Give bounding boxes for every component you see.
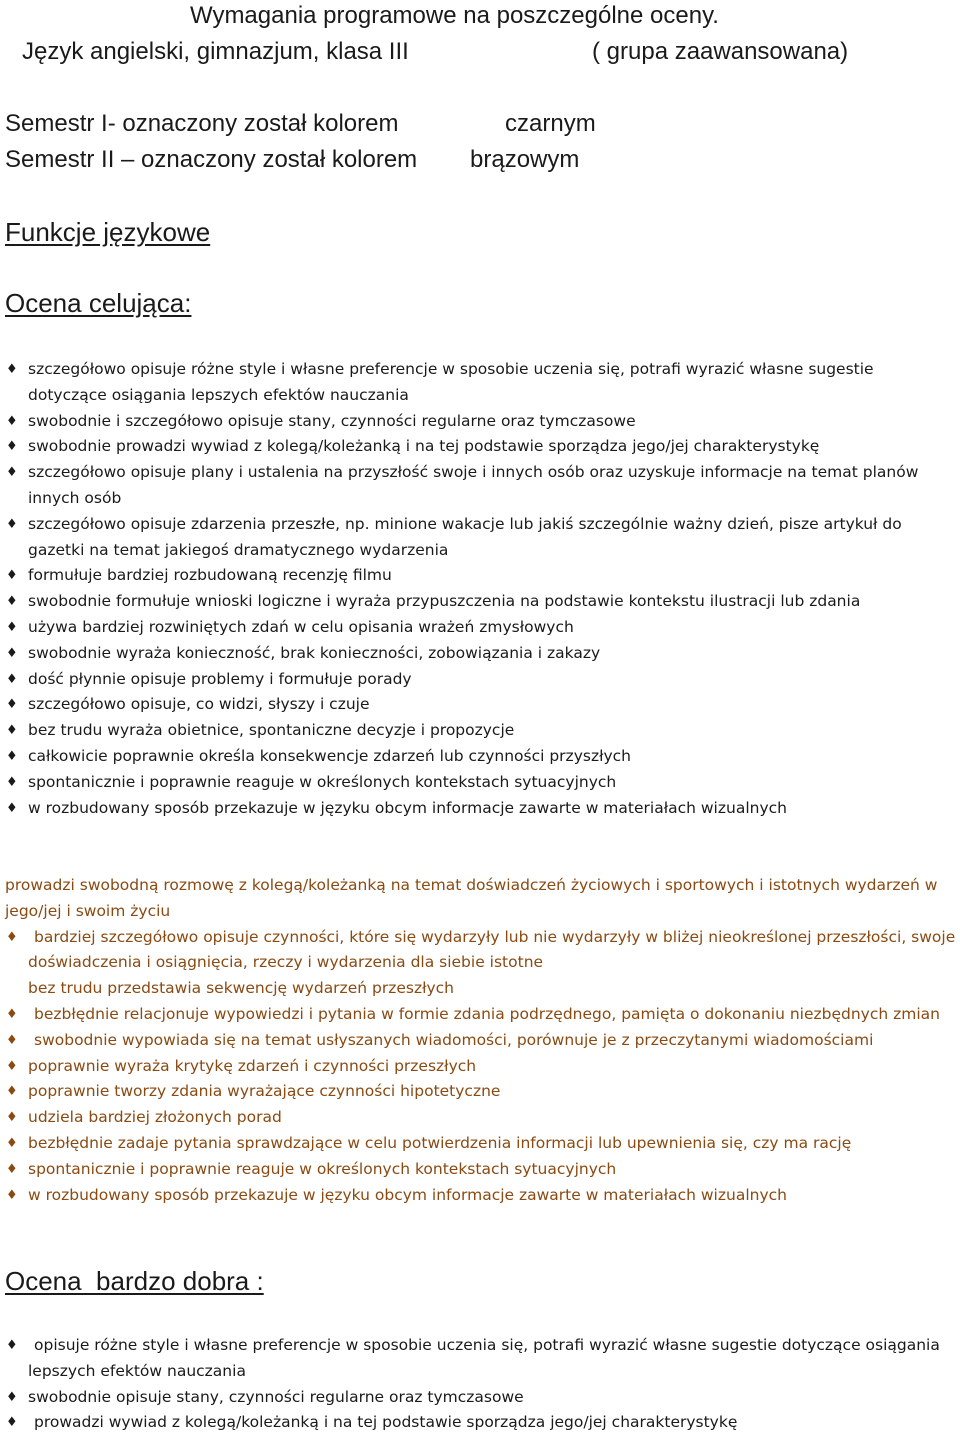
celujaca-sem2-list <box>0 873 960 1208</box>
semester1-legend: Semestr I- oznaczony został kolorem <box>5 110 399 137</box>
diamond-bullet-icon: ♦ <box>6 1161 18 1177</box>
list-item: ♦ opisuje różne style i własne preferencje w sposobie uczenia się, potrafi wyrazić własne sugestie dotyczące osiągania lepszych efektów nauczania <box>0 1333 960 1385</box>
list-item: ♦ dość płynnie opisuje problemy i formułuje porady <box>0 667 960 693</box>
group-label: ( grupa zaawansowana) <box>592 38 849 65</box>
list-item: ♦ bezbłędnie relacjonuje wypowiedzi i pytania w formie zdania podrzędnego, pamięta o dokonaniu niezbędnych zmian <box>0 1002 960 1028</box>
diamond-bullet-icon: ♦ <box>6 1389 18 1405</box>
diamond-bullet-icon: ♦ <box>6 362 18 377</box>
list-item: ♦ spontanicznie i poprawnie reaguje w określonych kontekstach sytuacyjnych <box>0 1157 960 1183</box>
section-heading-bardzo-dobra: Ocena bardzo dobra : <box>5 1266 264 1296</box>
list-item: ♦ spontanicznie i poprawnie reaguje w określonych kontekstach sytuacyjnych <box>0 770 960 796</box>
diamond-bullet-icon: ♦ <box>6 568 18 584</box>
list-item: ♦ formułuje bardziej rozbudowaną recenzję filmu <box>0 563 960 589</box>
diamond-bullet-icon: ♦ <box>6 1058 18 1074</box>
document-title: Wymagania programowe na poszczególne oceny. <box>190 2 719 29</box>
section-heading-celujaca: Ocena celująca: <box>5 288 192 318</box>
list-item: ♦ w rozbudowany sposób przekazuje w języku obcym informacje zawarte w materiałach wizualnych <box>0 796 960 822</box>
list-item: ♦ swobodnie wypowiada się na temat usłyszanych wiadomości, porównuje je z przeczytanymi wiadomościami <box>0 1028 960 1054</box>
list-item: ♦ prowadzi wywiad z kolegą/koleżanką i na tej podstawie sporządza jego/jej charakterystykę <box>0 1410 960 1436</box>
list-item: ♦ całkowicie poprawnie określa konsekwencje zdarzeń lub czynności przyszłych <box>0 744 960 770</box>
list-intro: prowadzi swobodną rozmowę z kolegą/koleżanką na temat doświadczeń życiowych i sportowych i istotnych wydarzeń w jego/jej i swoim życiu <box>5 876 938 920</box>
list-item: ♦ swobodnie opisuje stany, czynności regularne oraz tymczasowe <box>0 1385 960 1411</box>
diamond-bullet-icon: ♦ <box>6 1110 18 1126</box>
diamond-bullet-icon: ♦ <box>6 465 18 481</box>
list-item: ♦ swobodnie wyraża konieczność, brak konieczności, zobowiązania i zakazy <box>0 641 960 667</box>
list-item: ♦ używa bardziej rozwiniętych zdań w celu opisania wrażeń zmysłowych <box>0 615 960 641</box>
list-item: ♦ szczegółowo opisuje różne style i własne preferencje w sposobie uczenia się, potrafi wyrazić własne sugestie dotyczące osiągania lepszych efektów nauczania <box>0 357 960 409</box>
list-item: ♦ bezbłędnie zadaje pytania sprawdzające w celu potwierdzenia informacji lub upewnienia się, czy ma rację <box>0 1131 960 1157</box>
diamond-bullet-icon: ♦ <box>6 1187 18 1203</box>
list-item: ♦ swobodnie prowadzi wywiad z kolegą/koleżanką i na tej podstawie sporządza jego/jej charakterystykę <box>0 434 960 460</box>
diamond-bullet-icon: ♦ <box>6 439 18 455</box>
diamond-bullet-icon: ♦ <box>6 516 18 532</box>
list-item: ♦ poprawnie tworzy zdania wyrażające czynności hipotetyczne <box>0 1079 960 1105</box>
list-item: ♦ poprawnie wyraża krytykę zdarzeń i czynności przeszłych <box>0 1054 960 1080</box>
semester1-color-name: czarnym <box>505 110 596 137</box>
list-item: ♦ swobodnie formułuje wnioski logiczne i wyraża przypuszczenia na podstawie kontekstu ilustracji lub zdania <box>0 589 960 615</box>
list-item: ♦ swobodnie i szczegółowo opisuje stany, czynności regularne oraz tymczasowe <box>0 409 960 435</box>
list-item-continuation: bez trudu przedstawia sekwencję wydarzeń przeszłych <box>28 979 455 998</box>
diamond-bullet-icon: ♦ <box>6 697 18 713</box>
list-item: ♦ udziela bardziej złożonych porad <box>0 1105 960 1131</box>
diamond-bullet-icon: ♦ <box>6 619 18 635</box>
celujaca-sem1-list <box>0 357 960 821</box>
diamond-bullet-icon: ♦ <box>6 1084 18 1100</box>
diamond-bullet-icon: ♦ <box>6 1415 18 1431</box>
diamond-bullet-icon: ♦ <box>6 645 18 661</box>
list-item: ♦ bardziej szczegółowo opisuje czynności, które się wydarzyły lub nie wydarzyły w bliżej nieokreślonej przeszłości, swoje doświadczenia i osiągnięcia, rzeczy i wydarzenia dla siebie istotne <box>0 925 960 977</box>
semester2-legend: Semestr II – oznaczony został kolorem <box>5 146 418 173</box>
list-item: ♦ szczegółowo opisuje, co widzi, słyszy i czuje <box>0 692 960 718</box>
section-heading-funkcje: Funkcje językowe <box>5 217 211 247</box>
diamond-bullet-icon: ♦ <box>6 671 18 687</box>
list-item: ♦ bez trudu wyraża obietnice, spontaniczne decyzje i propozycje <box>0 718 960 744</box>
diamond-bullet-icon: ♦ <box>6 1135 18 1151</box>
diamond-bullet-icon: ♦ <box>6 800 18 816</box>
subject-line: Język angielski, gimnazjum, klasa III <box>22 38 409 65</box>
semester2-color-name: brązowym <box>470 146 580 173</box>
diamond-bullet-icon: ♦ <box>6 723 18 739</box>
diamond-bullet-icon: ♦ <box>6 1006 18 1022</box>
list-item: ♦ szczegółowo opisuje plany i ustalenia na przyszłość swoje i innych osób oraz uzyskuje informacje na temat planów innych osób <box>0 460 960 512</box>
diamond-bullet-icon: ♦ <box>6 413 18 429</box>
diamond-bullet-icon: ♦ <box>6 774 18 790</box>
diamond-bullet-icon: ♦ <box>6 929 18 945</box>
list-item: ♦ szczegółowo opisuje zdarzenia przeszłe, np. minione wakacje lub jakiś szczególnie ważny dzień, pisze artykuł do gazetki na temat jakiegoś dramatycznego wydarzenia <box>0 512 960 564</box>
diamond-bullet-icon: ♦ <box>6 1032 18 1048</box>
diamond-bullet-icon: ♦ <box>6 748 18 764</box>
diamond-bullet-icon: ♦ <box>6 594 18 610</box>
list-item: ♦ w rozbudowany sposób przekazuje w języku obcym informacje zawarte w materiałach wizualnych <box>0 1183 960 1209</box>
diamond-bullet-icon: ♦ <box>6 1338 18 1353</box>
bardzo-dobra-sem1-list <box>0 1333 960 1436</box>
